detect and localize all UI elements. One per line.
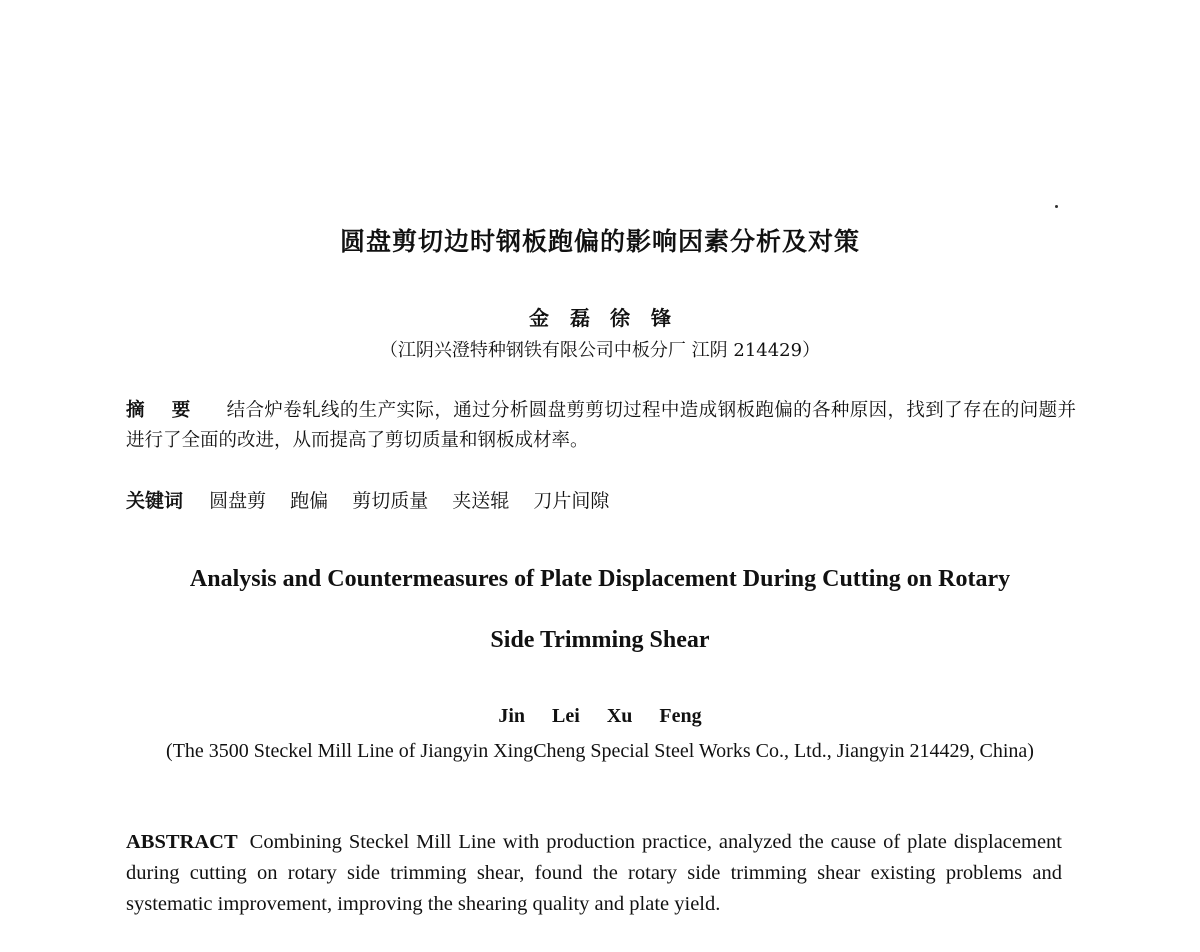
keyword: 跑偏 — [290, 490, 329, 512]
chinese-abstract — [126, 396, 1076, 456]
chinese-title: 圆盘剪切边时钢板跑偏的影响因素分析及对策 — [339, 227, 860, 256]
scan-speck — [1055, 205, 1058, 208]
english-abstract-text: Combining Steckel Mill Line with production practice, analyzed the cause of plate displacement during cutting on rotary side trimming shear, found the rotary side trimming shear existing problems and systematic improvement, improving the shearing quality and plate yield. — [126, 831, 1062, 915]
chinese-abstract-text: 结合炉卷轧线的生产实际，通过分析圆盘剪剪切过程中造成钢板跑偏的各种原因，找到了存在的问题并进行了全面的改进，从而提高了剪切质量和钢板成材率。 — [126, 400, 1076, 451]
english-authors: Jin Lei Xu Feng — [498, 705, 702, 727]
keyword: 圆盘剪 — [209, 490, 267, 512]
chinese-affiliation: （江阴兴澄特种钢铁有限公司中板分厂 江阴 214429） — [379, 340, 821, 361]
english-title-line-1: Analysis and Countermeasures of Plate Displacement During Cutting on Rotary — [189, 566, 1011, 592]
keyword: 剪切质量 — [352, 490, 429, 512]
english-title-line-2: Side Trimming Shear — [490, 627, 710, 653]
keyword: 夹送辊 — [452, 490, 510, 512]
english-abstract-label: ABSTRACT — [126, 831, 238, 853]
chinese-authors: 金 磊 徐 锋 — [529, 306, 671, 330]
chinese-keywords — [126, 486, 627, 513]
english-abstract — [126, 827, 1062, 920]
english-affiliation: (The 3500 Steckel Mill Line of Jiangyin XingCheng Special Steel Works Co., Ltd., Jiangyin 214429, China) — [166, 740, 1034, 762]
chinese-abstract-label: 摘 要 — [126, 400, 201, 421]
keyword: 刀片间隙 — [533, 490, 610, 512]
chinese-keywords-label: 关键词 — [126, 490, 184, 512]
